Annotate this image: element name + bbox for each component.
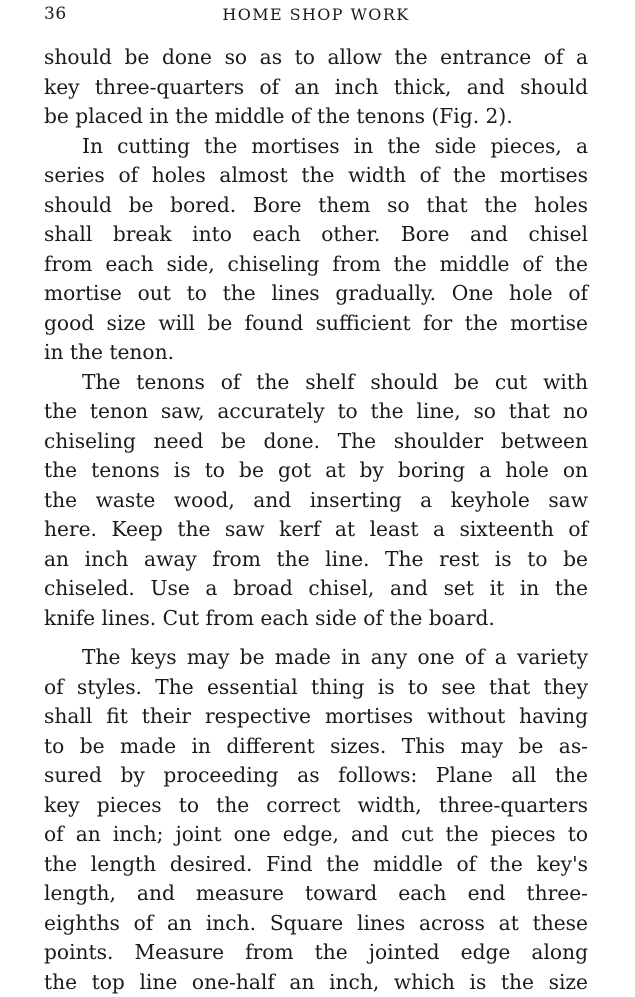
paragraph: [44, 643, 588, 997]
text-line: from each side, chiseling from the middle of the: [44, 250, 588, 280]
paragraph: [44, 368, 588, 634]
text-line: In cutting the mortises in the side pieces, a: [44, 132, 588, 162]
text-line: shall fit their respective mortises without having: [44, 702, 588, 732]
text-line: the tenon saw, accurately to the line, so that no: [44, 397, 588, 427]
text-line: sured by proceeding as follows: Plane all the: [44, 761, 588, 791]
text-line: knife lines. Cut from each side of the board.: [44, 604, 588, 634]
text-line: The keys may be made in any one of a variety: [44, 643, 588, 673]
text-line: points. Measure from the jointed edge along: [44, 938, 588, 968]
paragraph: [44, 43, 588, 132]
text-line: good size will be found sufficient for the mortise: [44, 309, 588, 339]
page-number: 36: [44, 4, 67, 24]
text-line: shall break into each other. Bore and chisel: [44, 220, 588, 250]
text-line: the top line one-half an inch, which is the size: [44, 968, 588, 997]
paragraph: [44, 132, 588, 368]
text-line: eighths of an inch. Square lines across at these: [44, 909, 588, 939]
body-text: [44, 43, 588, 997]
text-line: chiseling need be done. The shoulder between: [44, 427, 588, 457]
text-line: of an inch; joint one edge, and cut the pieces to: [44, 820, 588, 850]
text-line: to be made in different sizes. This may be as-: [44, 732, 588, 762]
text-line: mortise out to the lines gradually. One hole of: [44, 279, 588, 309]
text-line: chiseled. Use a broad chisel, and set it in the: [44, 574, 588, 604]
text-line: should be done so as to allow the entrance of a: [44, 43, 588, 73]
text-line: in the tenon.: [44, 338, 588, 368]
text-line: key three-quarters of an inch thick, and should: [44, 73, 588, 103]
text-line: an inch away from the line. The rest is to be: [44, 545, 588, 575]
text-line: key pieces to the correct width, three-quarters: [44, 791, 588, 821]
text-line: the length desired. Find the middle of the key's: [44, 850, 588, 880]
text-line: The tenons of the shelf should be cut with: [44, 368, 588, 398]
text-line: here. Keep the saw kerf at least a sixteenth of: [44, 515, 588, 545]
text-line: length, and measure toward each end three-: [44, 879, 588, 909]
text-line: the waste wood, and inserting a keyhole saw: [44, 486, 588, 516]
running-head: HOME SHOP WORK: [44, 5, 588, 24]
text-line: the tenons is to be got at by boring a hole on: [44, 456, 588, 486]
paragraph-gap: [44, 633, 588, 643]
text-line: should be bored. Bore them so that the holes: [44, 191, 588, 221]
text-line: series of holes almost the width of the mortises: [44, 161, 588, 191]
text-line: of styles. The essential thing is to see that they: [44, 673, 588, 703]
text-line: be placed in the middle of the tenons (Fig. 2).: [44, 102, 588, 132]
page-header: [44, 4, 588, 28]
